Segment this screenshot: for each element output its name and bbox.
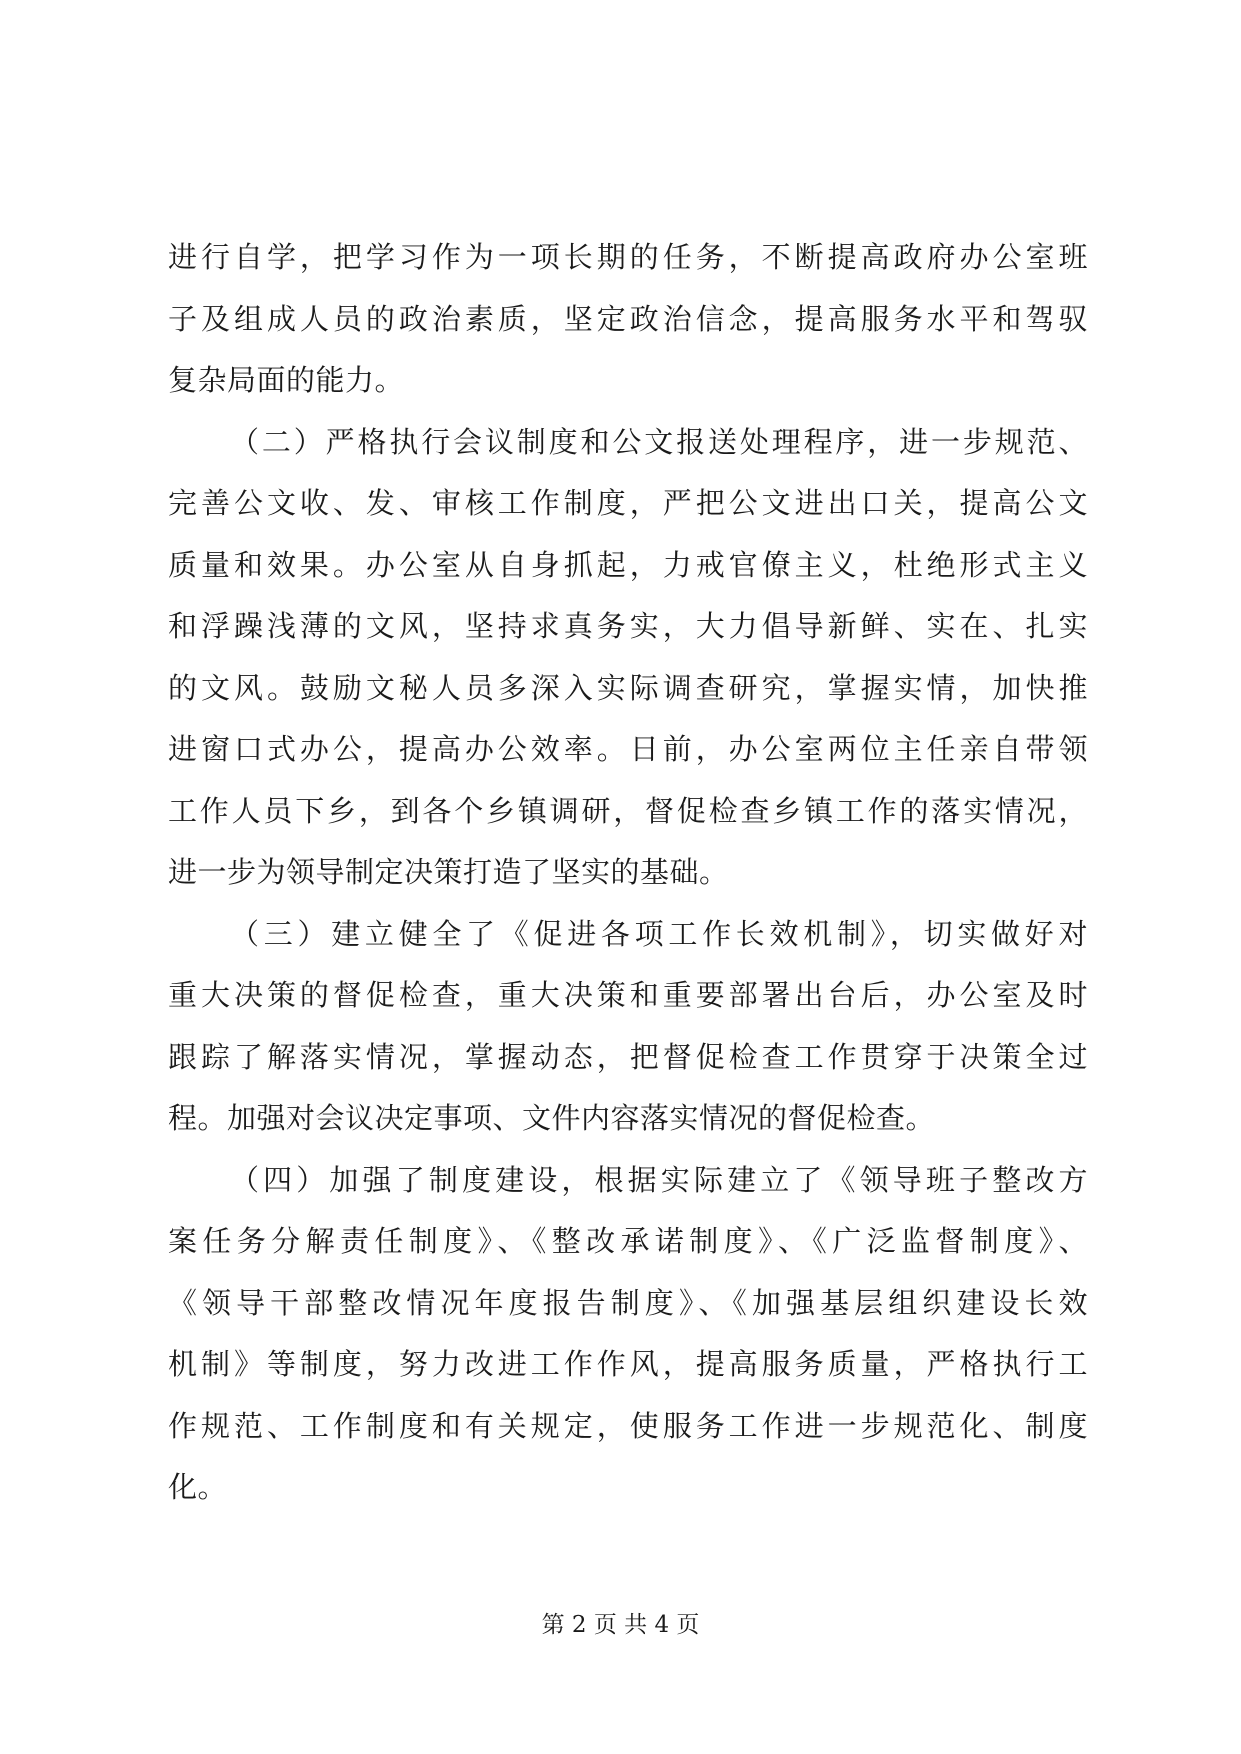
- paragraph-start-line: （三）建立健全了《促进各项工作长效机制》，切实做好对: [230, 916, 1088, 951]
- text-line: 完善公文收、发、审核工作制度，严把公文进出口关，提高公文: [168, 486, 1088, 520]
- text-line: 子及组成人员的政治素质，坚定政治信念，提高服务水平和驾驭: [168, 301, 1088, 336]
- text-line: 的文风。鼓励文秘人员多深入实际调查研究，掌握实情，加快推: [168, 670, 1088, 705]
- text-line: 作规范、工作制度和有关规定，使服务工作进一步规范化、制度: [168, 1408, 1088, 1443]
- paragraph-start-line: （四）加强了制度建设，根据实际建立了《领导班子整改方: [230, 1162, 1088, 1197]
- paragraph-start-line: （二）严格执行会议制度和公文报送处理程序，进一步规范、: [230, 424, 1088, 459]
- text-line: 进行自学，把学习作为一项长期的任务，不断提高政府办公室班: [168, 240, 1088, 274]
- text-line: 机制》等制度，努力改进工作作风，提高服务质量，严格执行工: [168, 1347, 1088, 1381]
- text-line: 跟踪了解落实情况，掌握动态，把督促检查工作贯穿于决策全过: [168, 1039, 1088, 1074]
- text-line: 案任务分解责任制度》、《整改承诺制度》、《广泛监督制度》、: [168, 1224, 1088, 1258]
- text-line: 重大决策的督促检查，重大决策和重要部署出台后，办公室及时: [168, 978, 1088, 1012]
- text-line: 工作人员下乡，到各个乡镇调研，督促检查乡镇工作的落实情况，: [168, 793, 1088, 828]
- text-line: 和浮躁浅薄的文风，坚持求真务实，大力倡导新鲜、实在、扎实: [168, 609, 1088, 643]
- text-line: 《领导干部整改情况年度报告制度》、《加强基层组织建设长效: [168, 1285, 1088, 1320]
- page-footer: 第 2 页 共 4 页: [541, 1612, 700, 1638]
- text-line: 化。: [168, 1470, 228, 1504]
- text-line: 进窗口式办公，提高办公效率。日前，办公室两位主任亲自带领: [168, 732, 1088, 766]
- text-line: 复杂局面的能力。: [168, 363, 405, 397]
- text-line: 程。加强对会议决定事项、文件内容落实情况的督促检查。: [168, 1101, 936, 1135]
- text-line: 质量和效果。办公室从自身抓起，力戒官僚主义，杜绝形式主义: [168, 547, 1088, 582]
- document-body: [168, 227, 1088, 1519]
- text-line: 进一步为领导制定决策打造了坚实的基础。: [168, 855, 729, 889]
